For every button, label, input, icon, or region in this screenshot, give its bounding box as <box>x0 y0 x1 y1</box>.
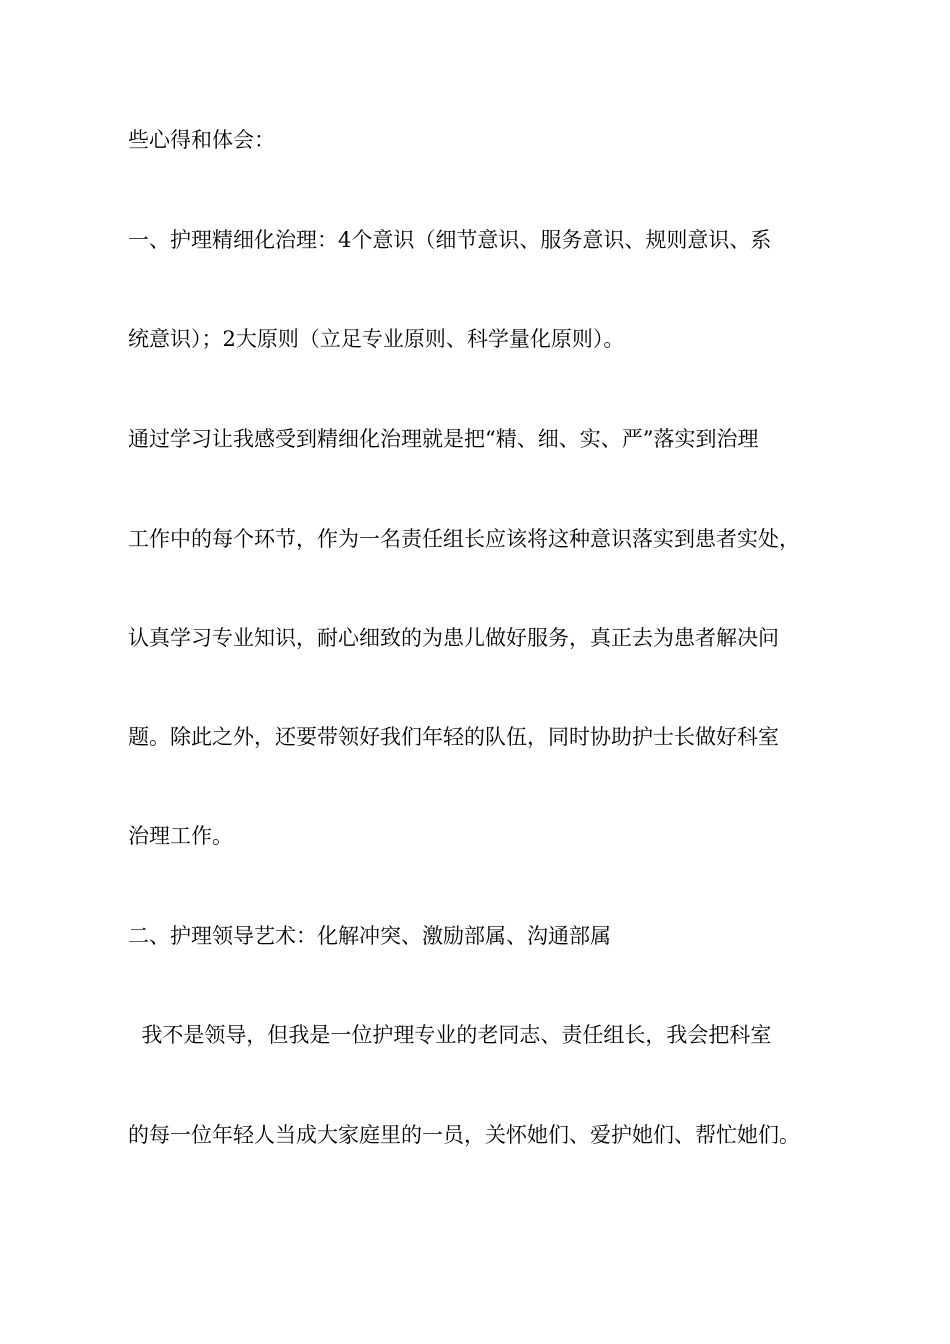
text-line-6: 认真学习专业知识，耐心细致的为患儿做好服务，真正去为患者解决问 <box>128 626 779 650</box>
section-heading-2: 二、护理领导艺术：化解冲突、激励部属、沟通部属 <box>128 924 611 948</box>
text-line-5: 工作中的每个环节，作为一名责任组长应该将这种意识落实到患者实处， <box>128 527 800 551</box>
text-line-3: 统意识）；2大原则（立足专业原则、科学量化原则）。 <box>128 327 625 351</box>
text-line-8: 治理工作。 <box>128 824 233 848</box>
text-line-7: 题。除此之外，还要带领好我们年轻的队伍，同时协助护士长做好科室 <box>128 725 779 749</box>
text-line-10: 我不是领导，但我是一位护理专业的老同志、责任组长，我会把科室 <box>128 1023 772 1047</box>
section-heading-1: 一、护理精细化治理：4个意识（细节意识、服务意识、规则意识、系 <box>128 228 772 252</box>
text-line-4: 通过学习让我感受到精细化治理就是把“精、细、实、严”落实到治理 <box>128 427 759 451</box>
text-line-11: 的每一位年轻人当成大家庭里的一员，关怀她们、爱护她们、帮忙她们。 <box>128 1123 800 1147</box>
text-line-1: 些心得和体会： <box>128 128 275 152</box>
